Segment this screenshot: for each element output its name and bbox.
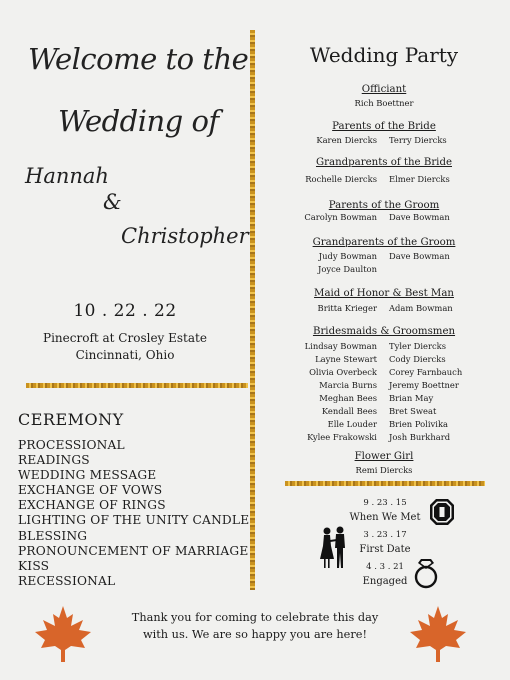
gold-divider-left (26, 383, 248, 388)
groomsman-name: Brian May (389, 393, 434, 403)
bride-grandparents-title: Grandparents of the Bride (315, 157, 452, 168)
bridesmaid-name: Meghan Bees (319, 393, 377, 403)
bridesmaid-name: Lindsay Bowman (304, 341, 377, 351)
block-o-logo-icon (429, 498, 455, 526)
bride-grandparents-left: Rochelle Diercks (305, 174, 377, 184)
groomsman-name: Cody Diercks (389, 354, 446, 364)
thanks-line-2: with us. We are so happy you are here! (142, 628, 367, 641)
ceremony-item: PROCESSIONAL (18, 438, 125, 452)
honor-title: Maid of Honor & Best Man (314, 288, 454, 299)
ceremony-item: RECESSIONAL (18, 573, 116, 588)
ceremony-list (18, 438, 249, 589)
venue-city: Cincinnati, Ohio (75, 348, 175, 362)
groomsman-name: Bret Sweat (389, 406, 437, 416)
groomsman-name: Corey Farnbauch (389, 367, 463, 377)
ceremony-heading: CEREMONY (18, 410, 124, 429)
bride-parents-left: Karen Diercks (316, 135, 377, 145)
wedding-date: 10 . 22 . 22 (73, 301, 177, 321)
gold-divider-vertical (250, 30, 255, 590)
ceremony-item: EXCHANGE OF RINGS (18, 498, 166, 513)
couple-silhouette-icon (318, 526, 348, 570)
maid-of-honor: Britta Krieger (317, 303, 377, 313)
ceremony-item: READINGS (18, 453, 90, 468)
ring-icon (412, 557, 440, 589)
groomsman-name: Josh Burkhard (389, 432, 451, 442)
ceremony-item: BLESSING (18, 528, 88, 543)
groomsman-name: Brien Polivika (389, 419, 449, 429)
flower-girl-title: Flower Girl (354, 451, 414, 462)
groom-parents-right: Dave Bowman (389, 212, 450, 222)
ceremony-item: KISS (18, 558, 50, 573)
bridesmaid-name: Kendall Bees (321, 406, 377, 416)
maple-leaf-left-icon (33, 604, 93, 664)
ceremony-item: PRONOUNCEMENT OF MARRIAGE (18, 543, 249, 558)
officiant-name: Rich Boettner (354, 98, 414, 108)
first-date-date: 3 . 23 . 17 (363, 530, 407, 540)
gold-divider-right (285, 481, 485, 486)
bridesmaid-name: Kylee Frakowski (307, 432, 377, 442)
groomsman-name: Jeremy Boettner (389, 380, 459, 390)
bride-grandparents-right: Elmer Diercks (389, 174, 450, 184)
best-man: Adam Bowman (389, 303, 453, 313)
groomsman-name: Tyler Diercks (389, 341, 447, 351)
first-date-label: First Date (359, 544, 411, 555)
flower-girl-name: Remi Diercks (355, 465, 413, 475)
ceremony-item: WEDDING MESSAGE (18, 468, 157, 483)
bridesmaid-name: Olivia Overbeck (309, 367, 377, 377)
officiant-title: Officiant (361, 84, 407, 95)
maple-leaf-right-icon (408, 604, 468, 664)
engaged-date: 4 . 3 . 21 (366, 562, 404, 572)
ceremony-item: LIGHTING OF THE UNITY CANDLE (18, 513, 250, 528)
venue-name: Pinecroft at Crosley Estate (43, 331, 207, 345)
bridesmaids-title: Bridesmaids & Groomsmen (312, 326, 456, 337)
ampersand: & (103, 190, 122, 214)
engaged-label: Engaged (362, 576, 408, 587)
groom-parents-left: Carolyn Bowman (304, 212, 377, 222)
met-label: When We Met (349, 512, 421, 523)
groom-grandparents-left: Judy Bowman (318, 251, 377, 261)
welcome-line-1: Welcome to the (28, 42, 249, 76)
groom-grandparents-right: Dave Bowman (389, 251, 450, 261)
groom-grandparents-extra: Joyce Daulton (317, 264, 377, 274)
bridesmaid-name: Marcia Burns (319, 380, 377, 390)
bridesmaid-name: Elle Louder (327, 419, 377, 429)
groom-grandparents-title: Grandparents of the Groom (312, 237, 456, 248)
met-date: 9 . 23 . 15 (363, 498, 407, 508)
bride-parents-right: Terry Diercks (389, 135, 447, 145)
bride-parents-title: Parents of the Bride (332, 121, 436, 132)
groom-name: Christopher (121, 224, 249, 248)
ceremony-item: EXCHANGE OF VOWS (18, 483, 163, 498)
welcome-line-2: Wedding of (58, 104, 219, 138)
bridesmaid-name: Layne Stewart (315, 354, 377, 364)
party-heading: Wedding Party (309, 43, 459, 67)
groom-parents-title: Parents of the Groom (328, 200, 440, 211)
thanks-line-1: Thank you for coming to celebrate this day (131, 611, 379, 624)
bride-name: Hannah (25, 164, 109, 188)
